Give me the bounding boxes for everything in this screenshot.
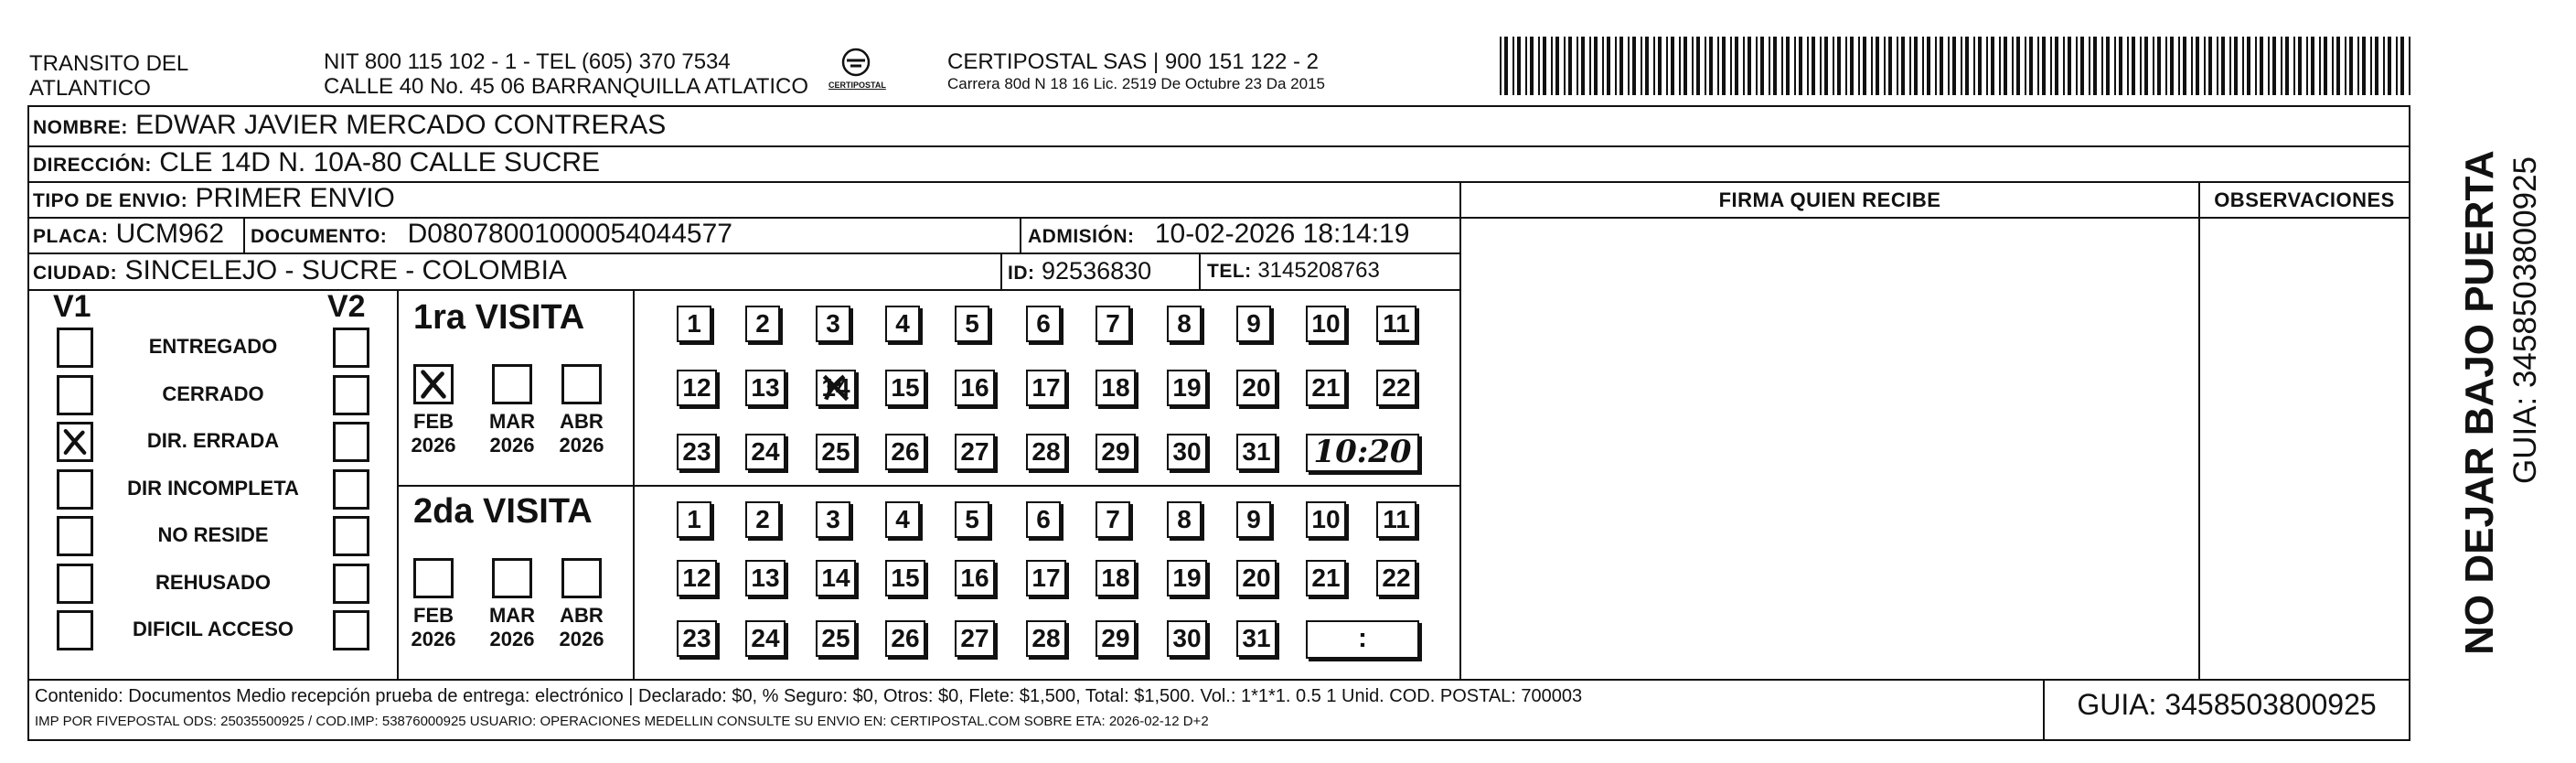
day-number: 1: [687, 505, 701, 533]
day-number: 4: [895, 309, 910, 338]
day-number: 25: [821, 437, 850, 466]
month-name: ABR: [560, 410, 604, 433]
day-number: 31: [1242, 624, 1271, 652]
day-number: 2: [755, 505, 770, 533]
status-label: DIR INCOMPLETA: [127, 476, 299, 500]
month-checkbox-feb[interactable]: [413, 364, 454, 404]
time-box[interactable]: [1306, 434, 1419, 472]
day-number: 29: [1101, 624, 1130, 652]
v2-checkbox[interactable]: [333, 564, 369, 604]
day-box[interactable]: [1026, 434, 1066, 470]
status-label: ENTREGADO: [148, 335, 278, 358]
sender-line-1: TRANSITO DEL: [29, 51, 189, 76]
day-box[interactable]: [745, 306, 780, 342]
status-label: CERRADO: [162, 382, 264, 405]
day-box[interactable]: [745, 370, 786, 406]
v1-checkbox[interactable]: [57, 610, 93, 650]
status-label: REHUSADO: [155, 570, 271, 594]
day-number: 22: [1382, 564, 1411, 592]
day-number: 20: [1242, 564, 1271, 592]
day-box[interactable]: [677, 306, 711, 342]
day-number: 3: [826, 309, 840, 338]
day-number: 24: [751, 437, 780, 466]
day-box[interactable]: [1026, 370, 1066, 406]
sender-contact: [324, 49, 808, 99]
tipo-label: TIPO DE ENVIO:: [33, 190, 188, 211]
day-number: 29: [1101, 437, 1130, 466]
day-box[interactable]: [955, 620, 995, 657]
tel-value: 3145208763: [1257, 258, 1380, 283]
month-year: 2026: [411, 628, 456, 650]
day-box[interactable]: [955, 434, 995, 470]
day-number: 21: [1311, 373, 1341, 402]
status-label: NO RESIDE: [157, 523, 269, 546]
month-checkbox-abr[interactable]: [561, 364, 602, 404]
day-box[interactable]: [816, 370, 856, 406]
day-number: 13: [751, 564, 780, 592]
month-year: 2026: [559, 434, 604, 457]
day-number: 3: [826, 505, 840, 533]
id-value: 92536830: [1042, 257, 1152, 285]
day-number: 9: [1246, 309, 1261, 338]
day-box[interactable]: [677, 501, 711, 538]
day-number: 16: [960, 373, 989, 402]
day-number: 20: [1242, 373, 1271, 402]
day-number: 19: [1172, 373, 1202, 402]
status-label: DIFICIL ACCESO: [132, 618, 294, 640]
direccion-label: DIRECCIÓN:: [33, 155, 152, 176]
day-number: 15: [891, 564, 920, 592]
ciudad-value: SINCELEJO - SUCRE - COLOMBIA: [124, 255, 567, 285]
day-box[interactable]: [1167, 306, 1202, 342]
side-guia: GUIA: 3458503800925: [2507, 156, 2543, 485]
day-number: 15: [891, 373, 920, 402]
footer-guia-box: GUIA: 3458503800925: [2077, 688, 2377, 721]
day-number: 31: [1242, 437, 1271, 466]
day-box[interactable]: [885, 306, 920, 342]
day-box[interactable]: [955, 370, 995, 406]
day-box[interactable]: [885, 560, 925, 596]
footer-contenido: Contenido: Documentos Medio recepción prueba de entrega: electrónico | Declarado: $0, % Seguro: $0, Otros: $0, Flete: $1,500, Total: $1,500. Vol.: 1*1*1. 0.5 1 Unid. COD. POSTAL: 700003: [35, 686, 1583, 706]
visit2-title: 2da VISITA: [413, 492, 593, 531]
documento-value: D08078001000054044577: [407, 219, 732, 249]
day-number: 12: [682, 373, 711, 402]
v1-checkbox[interactable]: [57, 469, 93, 510]
day-number: 24: [751, 624, 780, 652]
day-box[interactable]: [1306, 560, 1346, 596]
admision-value: 10-02-2026 18:14:19: [1154, 219, 1410, 249]
day-number: 23: [682, 437, 711, 466]
day-number: 7: [1106, 505, 1120, 533]
nombre-value: EDWAR JAVIER MERCADO CONTRERAS: [135, 110, 667, 140]
time-value: 10:20: [1313, 434, 1412, 470]
day-box[interactable]: [1306, 306, 1346, 342]
month-label: [549, 410, 615, 457]
day-box[interactable]: [885, 501, 920, 538]
day-box[interactable]: [816, 434, 856, 470]
day-box[interactable]: [1167, 370, 1207, 406]
v1-checkbox[interactable]: [57, 422, 93, 462]
month-name: FEB: [413, 604, 454, 627]
side-no-dejar: NO DEJAR BAJO PUERTA: [2457, 150, 2502, 655]
day-box[interactable]: [1236, 501, 1271, 538]
day-box[interactable]: [1167, 434, 1207, 470]
row-nombre: [33, 110, 1496, 144]
day-number: 10: [1311, 309, 1341, 338]
day-box[interactable]: [1026, 501, 1061, 538]
day-box[interactable]: [955, 501, 989, 538]
month-checkbox-mar[interactable]: [492, 558, 532, 598]
day-box[interactable]: [816, 306, 850, 342]
day-box[interactable]: [1026, 306, 1061, 342]
logo-text: CERTIPOSTAL: [828, 81, 886, 90]
month-year: 2026: [411, 434, 456, 457]
day-number: 14: [821, 373, 850, 402]
day-box[interactable]: [1376, 501, 1416, 538]
day-number: 9: [1246, 505, 1261, 533]
month-label: [479, 604, 545, 651]
month-name: MAR: [488, 604, 536, 627]
month-name: ABR: [560, 604, 604, 627]
day-box[interactable]: [1306, 370, 1346, 406]
ciudad-label: CIUDAD:: [33, 263, 118, 284]
day-number: 2: [755, 309, 770, 338]
day-number: 13: [751, 373, 780, 402]
day-box[interactable]: [885, 620, 925, 657]
day-number: 18: [1101, 564, 1130, 592]
day-box[interactable]: [1096, 560, 1136, 596]
day-box[interactable]: [1376, 370, 1416, 406]
day-box[interactable]: [677, 370, 717, 406]
day-box[interactable]: [1236, 370, 1277, 406]
visit1-title: 1ra VISITA: [413, 298, 585, 337]
month-year: 2026: [489, 628, 535, 650]
v1-checkbox[interactable]: [57, 564, 93, 604]
day-number: 17: [1031, 373, 1061, 402]
month-label: [401, 604, 466, 651]
month-label: [549, 604, 615, 651]
day-number: 11: [1383, 505, 1410, 533]
address-line: CALLE 40 No. 45 06 BARRANQUILLA ATLATICO: [324, 74, 809, 99]
placa-cell: [33, 219, 241, 253]
day-number: 16: [960, 564, 989, 592]
day-box[interactable]: [677, 560, 717, 596]
v1-checkbox[interactable]: [57, 375, 93, 415]
id-label: ID:: [1008, 263, 1035, 284]
day-number: 5: [965, 505, 979, 533]
day-number: 6: [1036, 505, 1051, 533]
day-box[interactable]: [1026, 620, 1066, 657]
certipostal-logo: [828, 46, 886, 97]
day-box[interactable]: [1236, 560, 1277, 596]
day-box[interactable]: [816, 620, 856, 657]
barcode: [1500, 37, 2414, 95]
day-box[interactable]: [1096, 434, 1136, 470]
v1-header: V1: [53, 289, 91, 324]
day-number: 1: [687, 309, 701, 338]
v2-checkbox[interactable]: [333, 328, 369, 368]
sender-line-2: ATLANTICO: [29, 76, 151, 101]
day-box[interactable]: [745, 620, 786, 657]
admision-cell: [1028, 219, 1458, 253]
day-box[interactable]: [745, 434, 786, 470]
month-checkbox-mar[interactable]: [492, 364, 532, 404]
tipo-value: PRIMER ENVIO: [195, 183, 395, 213]
day-box[interactable]: [1376, 306, 1416, 342]
day-box[interactable]: [1167, 620, 1207, 657]
day-box[interactable]: [1096, 306, 1130, 342]
documento-cell: [251, 219, 1019, 253]
sender-name: [29, 51, 188, 101]
day-mark-icon: [818, 371, 854, 404]
day-box[interactable]: [1096, 501, 1130, 538]
month-year: 2026: [489, 434, 535, 457]
v1-checkbox[interactable]: [57, 516, 93, 556]
day-box[interactable]: [1236, 306, 1271, 342]
day-number: 12: [682, 564, 711, 592]
day-box[interactable]: [1167, 560, 1207, 596]
documento-label: DOCUMENTO:: [251, 226, 388, 247]
day-number: 18: [1101, 373, 1130, 402]
row-direccion: [33, 147, 1496, 181]
v2-checkbox[interactable]: [333, 610, 369, 650]
admision-label: ADMISIÓN:: [1028, 226, 1135, 247]
ciudad-cell: [33, 255, 999, 289]
day-box[interactable]: [1236, 620, 1277, 657]
day-box[interactable]: [885, 434, 925, 470]
day-box[interactable]: [1167, 501, 1202, 538]
day-number: 25: [821, 624, 850, 652]
day-box[interactable]: [745, 560, 786, 596]
company-info: [947, 49, 1325, 94]
tel-cell: [1207, 255, 1459, 287]
v1-checkbox[interactable]: [57, 328, 93, 368]
observaciones-header: OBSERVACIONES: [2214, 188, 2395, 211]
month-name: FEB: [413, 410, 454, 433]
month-label: [401, 410, 466, 457]
v2-checkbox[interactable]: [333, 516, 369, 556]
time-box[interactable]: [1306, 620, 1419, 659]
day-number: 23: [682, 624, 711, 652]
tel-label: TEL:: [1207, 261, 1252, 282]
day-number: 26: [891, 624, 920, 652]
placa-value: UCM962: [115, 219, 225, 249]
day-box[interactable]: [677, 434, 717, 470]
placa-label: PLACA:: [33, 226, 109, 247]
day-box[interactable]: [955, 560, 995, 596]
company-line: CERTIPOSTAL SAS | 900 151 122 - 2: [947, 49, 1319, 74]
day-box[interactable]: [816, 501, 850, 538]
time-value: :: [1358, 623, 1367, 653]
id-cell: [1008, 255, 1196, 289]
day-number: 14: [821, 564, 850, 592]
day-box[interactable]: [677, 620, 717, 657]
day-number: 26: [891, 437, 920, 466]
v2-checkbox[interactable]: [333, 469, 369, 510]
day-number: 11: [1383, 309, 1410, 338]
month-name: MAR: [488, 410, 536, 433]
day-box[interactable]: [885, 370, 925, 406]
v2-checkbox[interactable]: [333, 375, 369, 415]
day-box[interactable]: [1376, 560, 1416, 596]
day-box[interactable]: [1096, 620, 1136, 657]
day-box[interactable]: [955, 306, 989, 342]
day-number: 22: [1382, 373, 1411, 402]
firma-header: FIRMA QUIEN RECIBE: [1718, 188, 1941, 211]
day-number: 8: [1177, 309, 1192, 338]
row-tipo-envio: [33, 183, 1450, 217]
day-number: 7: [1106, 309, 1120, 338]
day-number: 30: [1172, 437, 1202, 466]
nombre-label: NOMBRE:: [33, 117, 128, 138]
day-box[interactable]: [1026, 560, 1066, 596]
month-label: [479, 410, 545, 457]
status-label: DIR. ERRADA: [146, 429, 280, 452]
day-number: 21: [1311, 564, 1341, 592]
day-number: 30: [1172, 624, 1202, 652]
day-number: 6: [1036, 309, 1051, 338]
nit-line: NIT 800 115 102 - 1 - TEL (605) 370 7534: [324, 49, 731, 74]
month-year: 2026: [559, 628, 604, 650]
month-checkbox-feb[interactable]: [413, 558, 454, 598]
day-number: 5: [965, 309, 979, 338]
day-number: 17: [1031, 564, 1061, 592]
day-number: 19: [1172, 564, 1202, 592]
day-number: 28: [1031, 624, 1061, 652]
company-license: Carrera 80d N 18 16 Lic. 2519 De Octubre 23 Da 2015: [947, 75, 1325, 92]
day-box[interactable]: [745, 501, 780, 538]
footer-imp: IMP POR FIVEPOSTAL ODS: 25035500925 / COD.IMP: 53876000925 USUARIO: OPERACIONES MEDELLIN CONSULTE SU ENVIO EN: CERTIPOSTAL.COM SOBRE ETA: 2026-02-12 D+2: [35, 714, 1209, 729]
day-number: 4: [895, 505, 910, 533]
day-number: 27: [960, 437, 989, 466]
day-box[interactable]: [1236, 434, 1277, 470]
v2-header: V2: [327, 289, 366, 324]
day-box[interactable]: [1306, 501, 1346, 538]
day-number: 10: [1311, 505, 1341, 533]
day-number: 8: [1177, 505, 1192, 533]
day-number: 28: [1031, 437, 1061, 466]
day-number: 27: [960, 624, 989, 652]
day-box[interactable]: [816, 560, 856, 596]
month-checkbox-abr[interactable]: [561, 558, 602, 598]
direccion-value: CLE 14D N. 10A-80 CALLE SUCRE: [159, 147, 601, 177]
day-box[interactable]: [1096, 370, 1136, 406]
v2-checkbox[interactable]: [333, 422, 369, 462]
